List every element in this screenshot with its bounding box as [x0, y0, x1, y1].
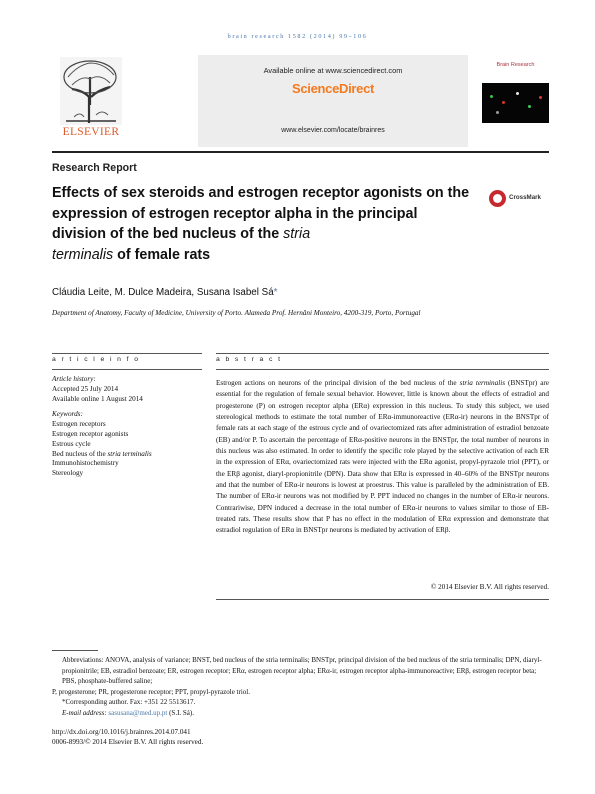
elsevier-logo: [52, 55, 130, 141]
header-rule: [52, 151, 549, 153]
affiliation: Department of Anatomy, Faculty of Medicine, University of Porto. Alameda Prof. Hernâni Monteiro, 4200-319, Porto, Portugal: [52, 309, 421, 317]
article-title: Effects of sex steroids and estrogen receptor agonists on the expression of estrogen receptor alpha in the principal division of the bed nucleus of the stria terminalis of female rats: [52, 185, 470, 263]
sciencedirect-banner: [198, 55, 468, 147]
doi-link[interactable]: http://dx.doi.org/10.1016/j.brainres.2014.07.041: [52, 728, 191, 736]
keywords-label: Keywords:: [52, 410, 83, 419]
issn-line: 0006-8993/© 2014 Elsevier B.V. All rights reserved.: [52, 738, 204, 747]
keyword: Stereology: [52, 469, 84, 478]
footnotes: [52, 655, 549, 719]
tree-icon: [60, 57, 122, 125]
journal-header: [52, 55, 549, 147]
keyword: Estrogen receptors: [52, 420, 106, 429]
crossmark-badge[interactable]: [489, 190, 551, 208]
email-link[interactable]: sasusana@med.up.pt: [108, 708, 168, 717]
elsevier-wordmark: ELSEVIER: [62, 126, 120, 138]
journal-cover: [482, 55, 549, 141]
accepted-date: Accepted 25 July 2014: [52, 384, 119, 393]
cover-title: Brain Research: [496, 62, 535, 68]
keyword: Estrous cycle: [52, 439, 91, 448]
doi-block: [52, 727, 352, 748]
cover-dot: [539, 96, 542, 99]
cover-dot: [528, 105, 531, 108]
cover-dot: [502, 101, 505, 104]
abbreviations: Abbreviations: ANOVA, analysis of variance; BNST, bed nucleus of the stria terminalis; BNSTpr, principal division of the bed nucleus of the stria terminalis; DPN, diaryl-propionitrile; EB, estradiol benzoate; ER, estrogen receptor; ERα, estrogen receptor alpha; ERα-ir, estrogen receptor alpha-immunoreactive; ERβ, estrogen receptor beta; PBS, phosphate-buffered saline;: [62, 656, 542, 686]
cover-image: [482, 83, 549, 123]
crossmark-label: CrossMark: [509, 194, 541, 201]
article-info-heading: a r t i c l e i n f o: [52, 356, 140, 363]
crossmark-icon: [489, 190, 506, 207]
sciencedirect-logo: ScienceDirect: [291, 81, 375, 96]
available-date: Available online 1 August 2014: [52, 394, 143, 403]
running-head: brain research 1582 (2014) 99–106: [227, 33, 368, 40]
copyright-line: © 2014 Elsevier B.V. All rights reserved.: [430, 583, 549, 591]
cover-dot: [490, 95, 493, 98]
article-info: [52, 375, 202, 479]
abstract-heading: a b s t r a c t: [216, 356, 282, 363]
cover-dot: [496, 111, 499, 114]
info-rule-bottom: [52, 369, 202, 370]
keyword: Estrogen receptor agonists: [52, 429, 129, 438]
keyword: Bed nucleus of the stria terminalis: [52, 449, 152, 458]
email-line: E-mail address: sasusana@med.up.pt (S.I. Sá).: [62, 708, 194, 717]
available-online-text: Available online at www.sciencedirect.com: [263, 66, 403, 75]
abstract-rule: [216, 353, 549, 354]
author-list: Cláudia Leite, M. Dulce Madeira, Susana Isabel Sá*: [52, 287, 278, 298]
abstract-rule-mid: [216, 369, 549, 370]
keyword: Immunohistochemistry: [52, 459, 119, 468]
info-rule: [52, 353, 202, 354]
corresponding-author: *Corresponding author. Fax: +351 22 5513617.: [62, 698, 196, 707]
cover-dot: [516, 92, 519, 95]
article-type: Research Report: [52, 162, 137, 174]
abbreviations-cont: P, progesterone; PR, progesterone receptor; PPT, propyl-pyrazole triol.: [52, 687, 250, 696]
journal-url[interactable]: www.elsevier.com/locate/brainres: [281, 127, 385, 134]
abstract-rule-bottom: [216, 599, 549, 600]
corresponding-mark[interactable]: *: [273, 287, 278, 298]
abstract-body: Estrogen actions on neurons of the principal division of the bed nucleus of the stria terminalis (BNSTpr) are essential for the regulation of female sexual behavior. However, little is known about the effects of estradiol and progesterone (P) on estrogen receptor alpha (ERα) expression in this nucleus. To study this subject, we used stereological methods to estimate the total number of ERα-immunoreactive (ERα-ir) neurons in the BNSTpr of female rats at each stage of the estrous cycle and of ovariectomized rats after administration of estradiol benzoate (EB) and/or P. To ascertain the percentage of ERα-positive neurons in the BNSTpr, the total number of neurons in this nucleus was also estimated. In order to identify the specific role played by the selective activation of each ER in the expression of ERα, ovariectomized rats were injected with the ERα agonist, propyl-pyrazole triol (PPT), or the ERβ agonist, diaryl-propionitrile (DPN). Data show that ERα is expressed in 40–60% of the BNSTpr neurons and that the number of ERα-ir neurons is lowest at proestrus. This value is paralleled by the administration of EB. The number of ERα-ir neurons was not modified by P. PPT induced no changes in the number of ERα-ir neurons. Contrariwise, DPN induced a decrease in the total number of ERα-ir neurons to values similar to those of EB-treated rats. These results show that P has no effect in the modulation of ERα expression and demonstrate that estradiol regulation of ERα in BNSTpr neurons is mediated by activation of ERβ.: [216, 379, 549, 535]
footnote-rule: [52, 650, 98, 651]
history-label: Article history:: [52, 375, 96, 383]
